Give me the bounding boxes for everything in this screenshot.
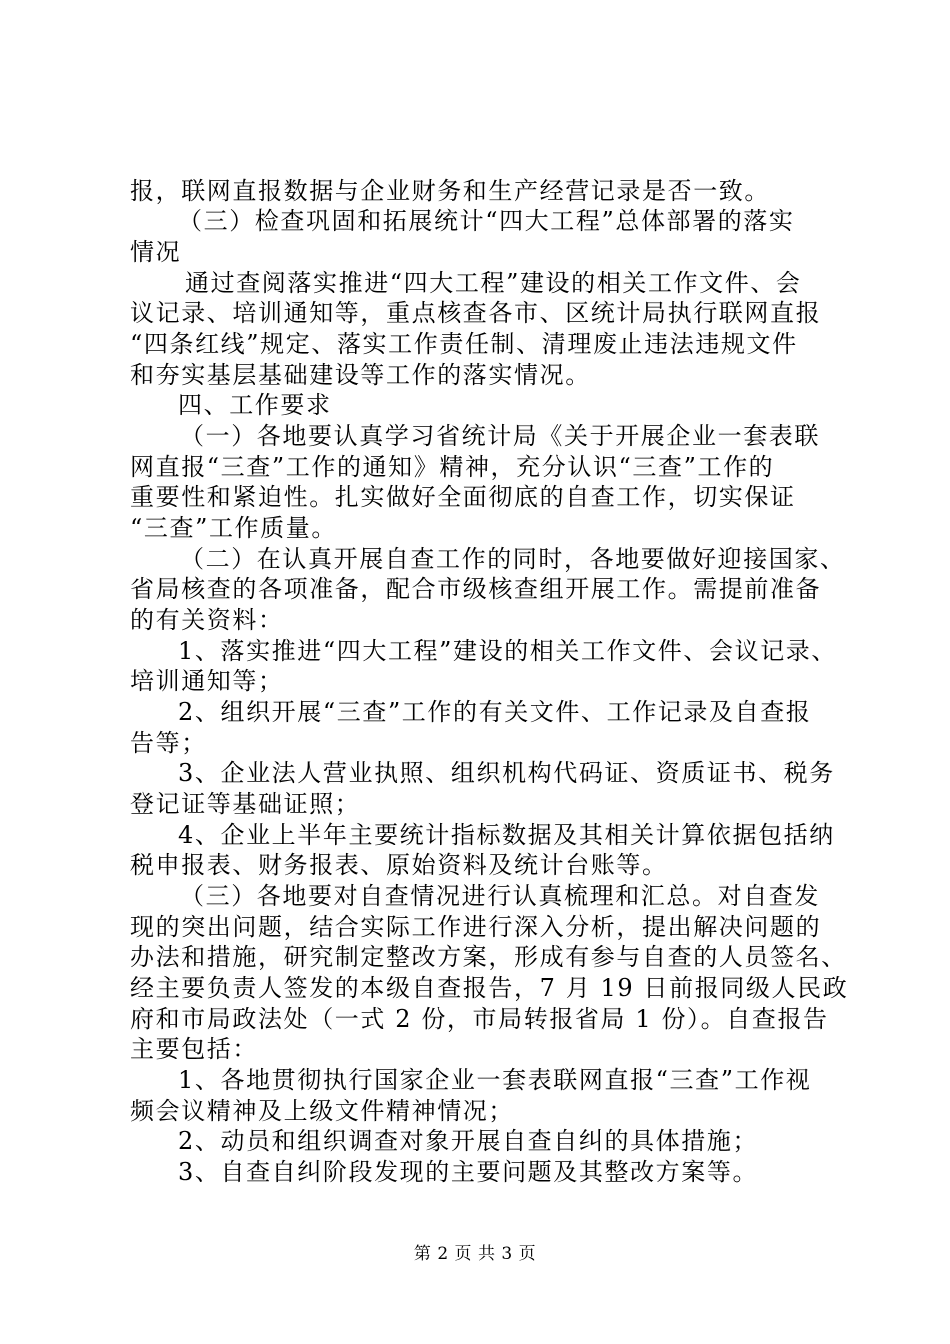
list-item: 2、动员和组织调查对象开展自查自纠的具体措施；: [178, 1127, 759, 1155]
list-item: 3、自查自纠阶段发现的主要问题及其整改方案等。: [178, 1158, 759, 1186]
section-heading-3: （三）检查巩固和拓展统计“四大工程”总体部署的落实: [178, 207, 795, 235]
list-item: 1、各地贯彻执行国家企业一套表联网直报“三查”工作视: [178, 1066, 812, 1094]
paragraph-line: 税申报表、财务报表、原始资料及统计台账等。: [130, 851, 668, 879]
paragraph-line: 登记证等基础证照；: [130, 790, 361, 818]
list-item: 2、组织开展“三查”工作的有关文件、工作记录及自查报: [178, 698, 812, 726]
paragraph-line: 情况: [130, 238, 182, 266]
page-number-footer: 第 2 页 共 3 页: [413, 1244, 537, 1264]
paragraph-line: 省局核查的各项准备，配合市级核查组开展工作。需提前准备: [130, 575, 822, 603]
paragraph-line: 告等；: [130, 729, 207, 757]
paragraph-line: 现的突出问题，结合实际工作进行深入分析，提出解决问题的: [130, 913, 822, 941]
paragraph-line: 经主要负责人签发的本级自查报告，7 月 19 日前报同级人民政: [130, 974, 849, 1002]
paragraph-line: 通过查阅落实推进“四大工程”建设的相关工作文件、会: [185, 269, 802, 297]
paragraph-line: 频会议精神及上级文件精神情况；: [130, 1097, 514, 1125]
paragraph-line: （二）在认真开展自查工作的同时，各地要做好迎接国家、: [180, 545, 846, 573]
paragraph-line: 办法和措施，研究制定整改方案，形成有参与自查的人员签名、: [130, 943, 847, 971]
paragraph-line: 府和市局政法处（一式 2 份，市局转报省局 1 份）。自查报告: [130, 1005, 829, 1033]
paragraph-line: “三查”工作质量。: [130, 514, 337, 542]
paragraph-line: 重要性和紧迫性。扎实做好全面彻底的自查工作，切实保证: [130, 483, 796, 511]
list-item: 4、企业上半年主要统计指标数据及其相关计算依据包括纳: [178, 821, 835, 849]
paragraph-line: 主要包括：: [130, 1035, 258, 1063]
paragraph-line: 的有关资料：: [130, 606, 284, 634]
paragraph-line: 网直报“三查”工作的通知》精神，充分认识“三查”工作的: [130, 453, 775, 481]
paragraph-line: 和夯实基层基础建设等工作的落实情况。: [130, 361, 591, 389]
paragraph-line: 议记录、培训通知等，重点核查各市、区统计局执行联网直报: [130, 299, 822, 327]
paragraph-line: 培训通知等；: [130, 667, 284, 695]
paragraph-line: “四条红线”规定、落实工作责任制、清理废止违法违规文件: [130, 330, 798, 358]
list-item: 1、落实推进“四大工程”建设的相关工作文件、会议记录、: [178, 637, 838, 665]
paragraph-line: （一）各地要认真学习省统计局《关于开展企业一套表联: [180, 422, 820, 450]
paragraph-line: 报，联网直报数据与企业财务和生产经营记录是否一致。: [130, 177, 770, 205]
paragraph-line: （三）各地要对自查情况进行认真梳理和汇总。对自查发: [180, 882, 820, 910]
list-item: 3、企业法人营业执照、组织机构代码证、资质证书、税务: [178, 759, 835, 787]
section-heading-work-requirements: 四、工作要求: [178, 391, 332, 419]
